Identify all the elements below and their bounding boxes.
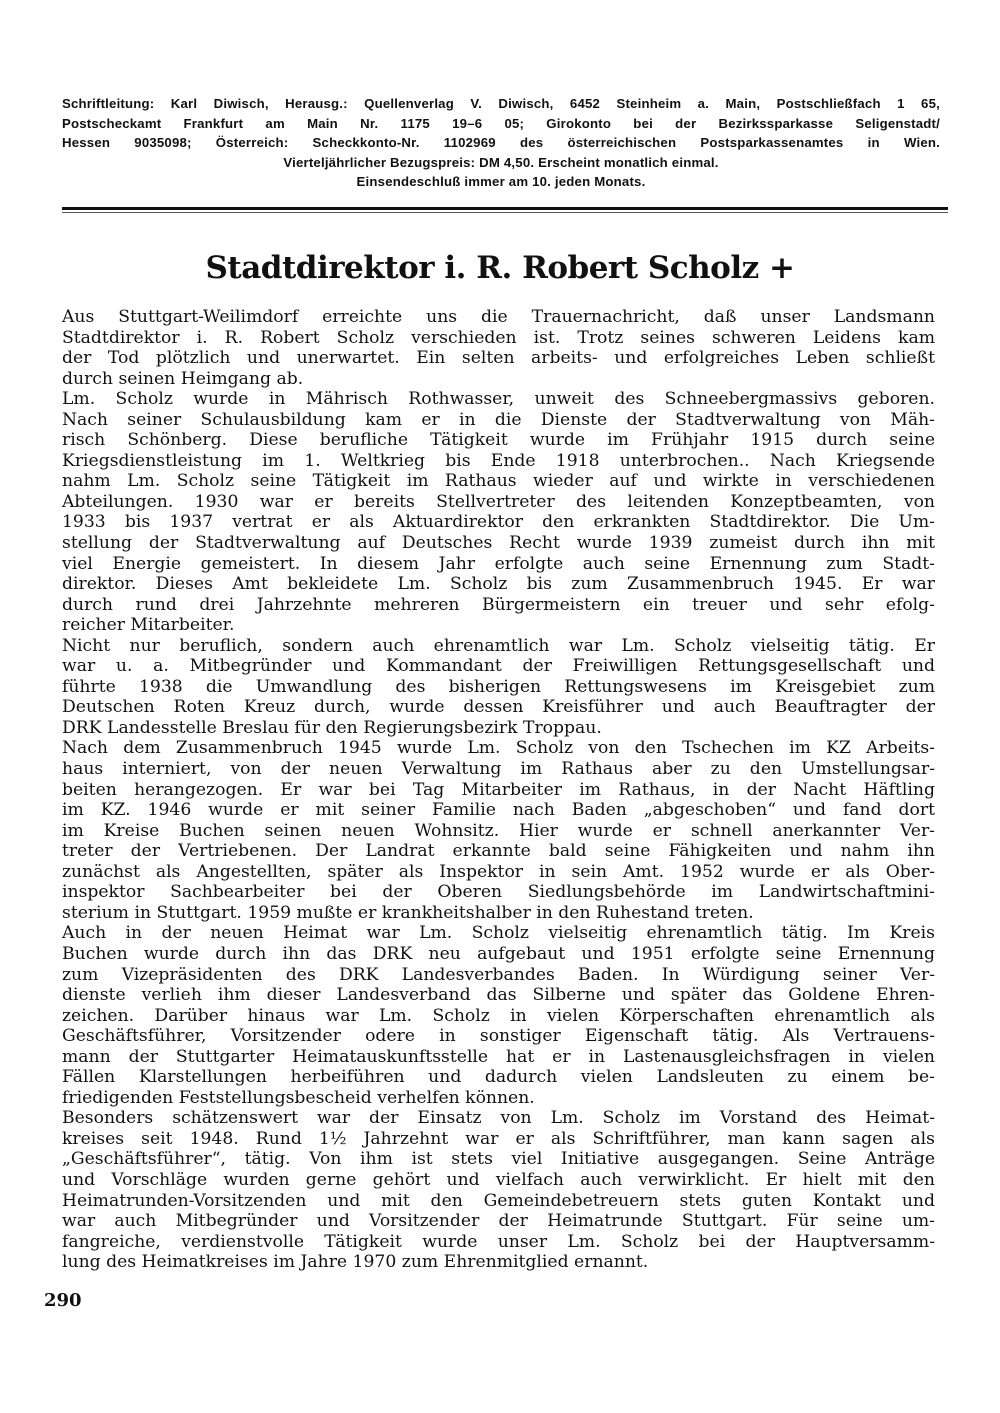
text-line: zum Vizepräsidenten des DRK Landesverbandes Baden. In Würdigung seiner Ver-	[62, 964, 935, 985]
text-line: kreises seit 1948. Rund 1½ Jahrzehnt war er als Schriftführer, man kann sagen als	[62, 1128, 935, 1149]
text-line: im Kreise Buchen seinen neuen Wohnsitz. Hier wurde er schnell anerkannter Ver-	[62, 820, 935, 841]
text-line: Stadtdirektor i. R. Robert Scholz verschieden ist. Trotz seines schweren Leidens kam	[62, 327, 935, 348]
text-line: viel Energie gemeistert. In diesem Jahr erfolgte auch seine Ernennung zum Stadt-	[62, 553, 935, 574]
text-line: DRK Landesstelle Breslau für den Regierungsbezirk Troppau.	[62, 717, 602, 738]
text-line: war auch Mitbegründer und Vorsitzender der Heimatrunde Stuttgart. Für seine um-	[62, 1211, 935, 1232]
masthead-line: Schriftleitung: Karl Diwisch, Herausg.: Quellenverlag V. Diwisch, 6452 Steinheim a. Main, Postschließfach 1 65,	[62, 96, 940, 111]
divider	[62, 207, 948, 210]
text-line: führte 1938 die Umwandlung des bisherigen Rettungswesens im Kreisgebiet zum	[62, 676, 935, 697]
text-line: im KZ. 1946 wurde er mit seiner Familie nach Baden „abgeschoben“ und fand dort	[62, 800, 935, 821]
text-line: risch Schönberg. Diese berufliche Tätigkeit wurde im Frühjahr 1915 durch seine	[62, 430, 935, 451]
text-line: beiten herangezogen. Er war bei Tag Mitarbeiter im Rathaus, in der Nacht Häftling	[62, 779, 935, 800]
text-line: Nicht nur beruflich, sondern auch ehrenamtlich war Lm. Scholz vielseitig tätig. Er	[62, 635, 935, 656]
text-line: direktor. Dieses Amt bekleidete Lm. Scholz bis zum Zusammenbruch 1945. Er war	[62, 574, 935, 595]
text-line: der Tod plötzlich und unerwartet. Ein selten arbeits- und erfolgreiches Leben schließt	[62, 348, 935, 369]
text-line: Aus Stuttgart-Weilimdorf erreichte uns die Trauernachricht, daß unser Landsmann	[62, 307, 935, 327]
text-line: durch rund drei Jahrzehnte mehreren Bürgermeistern ein treuer und sehr efolg-	[62, 594, 935, 615]
masthead-line: Hessen 9035098; Österreich: Scheckkonto-Nr. 1102969 des österreichischen Postsparkassenamtes in Wien.	[62, 135, 940, 150]
text-line: Lm. Scholz wurde in Mährisch Rothwasser, unweit des Schneebergmassivs geboren.	[62, 389, 935, 410]
text-line: lung des Heimatkreises im Jahre 1970 zum Ehrenmitglied ernannt.	[62, 1252, 649, 1273]
text-line: zeichen. Darüber hinaus war Lm. Scholz in vielen Körperschaften ehrenamtlich als	[62, 1005, 935, 1026]
text-line: Kriegsdienstleistung im 1. Weltkrieg bis Ende 1918 unterbrochen.. Nach Kriegsende	[62, 450, 935, 471]
text-line: Abteilungen. 1930 war er bereits Stellvertreter des leitenden Konzeptbeamten, von	[62, 491, 935, 512]
text-line: friedigenden Feststellungsbescheid verhelfen können.	[62, 1087, 535, 1108]
text-line: Buchen wurde durch ihn das DRK neu aufgebaut und 1951 erfolgte seine Ernennung	[62, 943, 935, 964]
page-number: 290	[44, 1290, 82, 1311]
paragraph	[62, 636, 935, 739]
text-line: mann der Stuttgarter Heimatauskunftsstelle hat er in Lastenausgleichsfragen in vielen	[62, 1046, 935, 1067]
text-line: Nach seiner Schulausbildung kam er in die Dienste der Stadtverwaltung von Mäh-	[62, 409, 935, 430]
text-line: Fällen Klarstellungen herbeiführen und dadurch vielen Landsleuten zu einem be-	[62, 1067, 935, 1088]
text-line: Deutschen Roten Kreuz durch, wurde dessen Kreisführer und auch Beauftragter der	[62, 697, 935, 718]
text-line: „Geschäftsführer“, tätig. Von ihm ist stets viel Initiative ausgegangen. Seine Anträge	[62, 1149, 935, 1170]
text-line: sterium in Stuttgart. 1959 mußte er krankheitshalber in den Ruhestand treten.	[62, 902, 754, 923]
text-line: treter der Vertriebenen. Der Landrat erkannte bald seine Fähigkeiten und nahm ihn	[62, 841, 935, 862]
divider	[62, 212, 948, 213]
text-line: haus interniert, von der neuen Verwaltung im Rathaus aber zu den Umstellungsar-	[62, 759, 935, 780]
paragraph	[62, 923, 935, 1108]
text-line: stellung der Stadtverwaltung auf Deutsches Recht wurde 1939 zumeist durch ihn mit	[62, 533, 935, 554]
masthead-line: Einsendeschluß immer am 10. jeden Monats.	[356, 174, 646, 189]
masthead-line: Vierteljährlicher Bezugspreis: DM 4,50. Erscheint monatlich einmal.	[283, 154, 719, 170]
text-line: 1933 bis 1937 vertrat er als Aktuardirektor den erkrankten Stadtdirektor. Die Um-	[62, 512, 935, 533]
text-line: zunächst als Angestellten, später als Inspektor in sein Amt. 1952 wurde er als Ober-	[62, 861, 935, 882]
text-line: dienste verlieh ihm dieser Landesverband das Silberne und später das Goldene Ehren-	[62, 985, 935, 1006]
text-line: inspektor Sachbearbeiter bei der Oberen Siedlungsbehörde im Landwirtschaftmini-	[62, 882, 935, 903]
text-line: nahm Lm. Scholz seine Tätigkeit im Rathaus wieder auf und wirkte in verschiedenen	[62, 471, 935, 492]
paragraph	[62, 307, 935, 389]
paragraph	[62, 1108, 935, 1272]
text-line: und Vorschläge wurden gerne gehört und vielfach auch verwirklicht. Er hielt mit den	[62, 1169, 935, 1190]
text-line: fangreiche, verdienstvolle Tätigkeit wurde unser Lm. Scholz bei der Hauptversamm-	[62, 1231, 935, 1252]
masthead-line: Postscheckamt Frankfurt am Main Nr. 1175 19–6 05; Girokonto bei der Bezirkssparkasse Seligenstadt/	[62, 115, 940, 131]
text-line: durch seinen Heimgang ab.	[62, 368, 304, 389]
text-line: reicher Mitarbeiter.	[62, 615, 235, 636]
paragraph	[62, 738, 935, 923]
text-line: Auch in der neuen Heimat war Lm. Scholz vielseitig ehrenamtlich tätig. Im Kreis	[62, 923, 935, 944]
paragraph	[62, 389, 935, 636]
article-title: Stadtdirektor i. R. Robert Scholz +	[205, 250, 795, 286]
text-line: Geschäftsführer, Vorsitzender odere in sonstiger Eigenschaft tätig. Als Vertrauens-	[62, 1026, 935, 1047]
article-body	[62, 307, 935, 1273]
text-line: Besonders schätzenswert war der Einsatz von Lm. Scholz im Vorstand des Heimat-	[62, 1108, 935, 1129]
text-line: Heimatrunden-Vorsitzenden und mit den Gemeindebetreuern stets guten Kontakt und	[62, 1190, 935, 1211]
text-line: war u. a. Mitbegründer und Kommandant der Freiwilligen Rettungsgesellschaft und	[62, 656, 935, 677]
text-line: Nach dem Zusammenbruch 1945 wurde Lm. Scholz von den Tschechen im KZ Arbeits-	[62, 738, 935, 759]
masthead	[62, 94, 940, 192]
